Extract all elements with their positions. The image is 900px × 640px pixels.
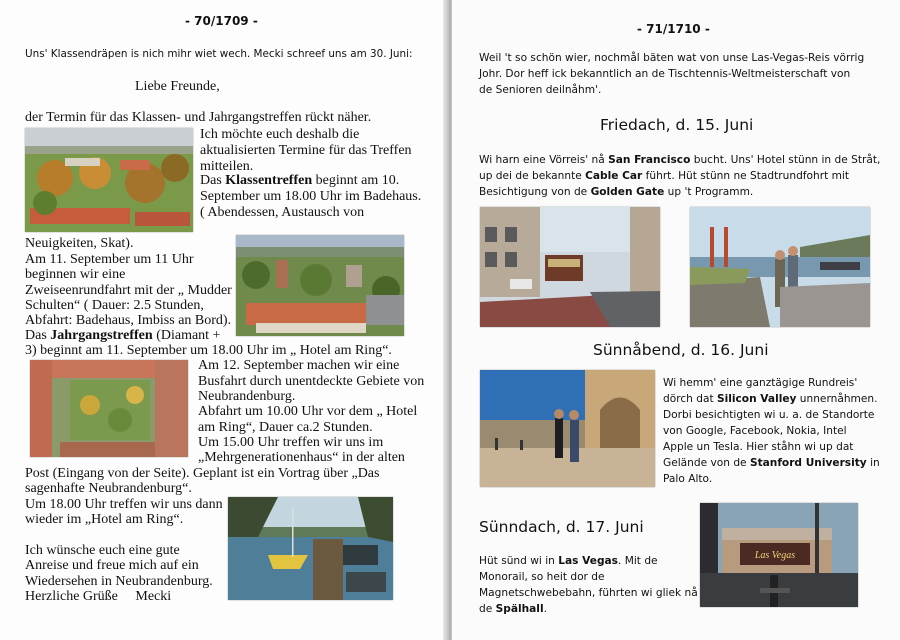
paragraph-line: wieder im „Hotel am Ring“. — [25, 512, 184, 527]
paragraph-line: Hüt sünd wi in Las Vegas. Mit de — [479, 555, 658, 567]
paragraph-line: Post (Eingang von der Seite). Geplant ist ein Vortrag über „Das — [25, 466, 380, 481]
right-page — [452, 0, 900, 640]
paragraph-line: dörch dat Silicon Valley unnernåhmen. — [663, 393, 878, 405]
paragraph-line: Wi hemm' eine ganztägige Rundreis' — [663, 377, 858, 389]
paragraph-line: de Spälhall. — [479, 603, 547, 615]
paragraph-line: Apple un Tesla. Hier ståhn wi up dat — [663, 441, 854, 453]
stanford-campus-photo — [480, 370, 655, 487]
page-number: - 71/1710 - — [637, 22, 710, 36]
paragraph-line: Monorail, so heit dor de — [479, 571, 605, 583]
paragraph-line: Am 11. September um 11 Uhr — [25, 252, 194, 267]
paragraph-line: aktualisierten Termine für das Treffen — [200, 143, 412, 158]
paragraph-line: September um 18.00 Uhr im Badehaus. — [200, 189, 422, 204]
golden-gate-viewpoint-photo — [690, 207, 870, 327]
cable-car-street-photo — [480, 207, 660, 327]
paragraph-line: Schulten“ ( Dauer: 2.5 Stunden, — [25, 298, 204, 313]
paragraph-line: Neuigkeiten, Skat). — [25, 236, 134, 251]
salutation: Liebe Freunde, — [135, 79, 220, 94]
paragraph-line: von Google, Facebook, Nokia, Intel — [663, 425, 847, 437]
paragraph-line: Das Jahrgangstreffen (Diamant + — [25, 328, 221, 343]
paragraph-line: Besichtigung von de Golden Gate up 't Programm. — [479, 186, 754, 198]
las-vegas-casino-photo — [700, 503, 858, 607]
town-aerial-photo — [236, 235, 404, 336]
paragraph-line: Anreise und freue mich auf ein — [25, 558, 199, 573]
intro-line: Johr. Dor heff ick bekanntlich an de Tischtennis-Weltmeisterschaft von — [479, 68, 851, 80]
paragraph-line: am Ring“, Dauer ca.2 Stunden. — [198, 420, 373, 435]
lake-boats-photo — [228, 497, 393, 600]
paragraph-line: Das Klassentreffen beginnt am 10. — [200, 173, 400, 188]
signature-line: Herzliche Grüße Mecki — [25, 589, 172, 604]
paragraph-line: Um 18.00 Uhr treffen wir uns dann — [25, 497, 223, 512]
paragraph-line: Wi harn eine Vörreis' nå San Francisco bucht. Uns' Hotel stünn in de Stråt, — [479, 154, 881, 166]
casino-sign-text: Las Vegas — [754, 550, 796, 561]
paragraph-line: ( Abendessen, Austausch von — [200, 205, 365, 220]
paragraph-line: up dei de bekannte Cable Car führt. Hüt stünn ne Stadtrundfohrt mit — [479, 170, 850, 182]
paragraph-line: Am 12. September machen wir eine — [198, 358, 400, 373]
paragraph-line: Ich möchte euch deshalb die — [200, 127, 360, 142]
paragraph-line: Zweiseenrundfahrt mit der „ Mudder — [25, 283, 232, 298]
paragraph-line: Abfahrt um 10.00 Uhr vor dem „ Hotel — [198, 404, 418, 419]
paragraph-line: Busfahrt durch unentdeckte Gebiete von — [198, 374, 425, 389]
paragraph-line: „Mehrgenerationenhaus“ in der alten — [198, 450, 405, 465]
intro-line: Weil 't so schön wier, nochmål bäten wat von unse Las-Vegas-Reis vörrig — [479, 52, 865, 64]
aerial-town-photo — [25, 128, 193, 232]
paragraph-line: Abfahrt: Badehaus, Imbiss an Bord). — [25, 313, 232, 328]
section-heading: Sünndach, d. 17. Juni — [479, 518, 644, 536]
paragraph-line: Magnetschwebebahn, führten wi gliek nå — [479, 587, 698, 599]
paragraph-line: Neubrandenburg. — [198, 389, 296, 404]
section-heading: Friedach, d. 15. Juni — [600, 116, 754, 134]
paragraph-line: mitteilen. — [200, 159, 254, 174]
paragraph-line: Gelände von de Stanford University in — [663, 457, 880, 469]
paragraph-line: Um 15.00 Uhr treffen wir uns im — [198, 435, 384, 450]
section-heading: Sünnåbend, d. 16. Juni — [593, 341, 769, 359]
paragraph-line: 3) beginnt am 11. September um 18.00 Uhr im „ Hotel am Ring“. — [25, 343, 392, 358]
paragraph-line: sagenhafte Neubrandenburg“. — [25, 481, 192, 496]
courtyard-photo — [30, 360, 188, 457]
paragraph-line: Ich wünsche euch eine gute — [25, 543, 180, 558]
intro-line: de Senioren deilnåhm'. — [479, 84, 602, 96]
paragraph-line: Wiedersehen in Neubrandenburg. — [25, 574, 213, 589]
paragraph-line: Dorbi besichtigten wi u. a. de Standorte — [663, 409, 875, 421]
intro-text: Uns' Klassendräpen is nich mihr wiet wech. Mecki schreef uns am 30. Juni: — [25, 48, 413, 60]
paragraph-line: der Termin für das Klassen- und Jahrgangstreffen rückt näher. — [25, 110, 372, 125]
paragraph-line: beginnen wir eine — [25, 267, 126, 282]
page-number: - 70/1709 - — [185, 14, 258, 28]
paragraph-line: Palo Alto. — [663, 473, 713, 485]
left-page — [0, 0, 447, 640]
